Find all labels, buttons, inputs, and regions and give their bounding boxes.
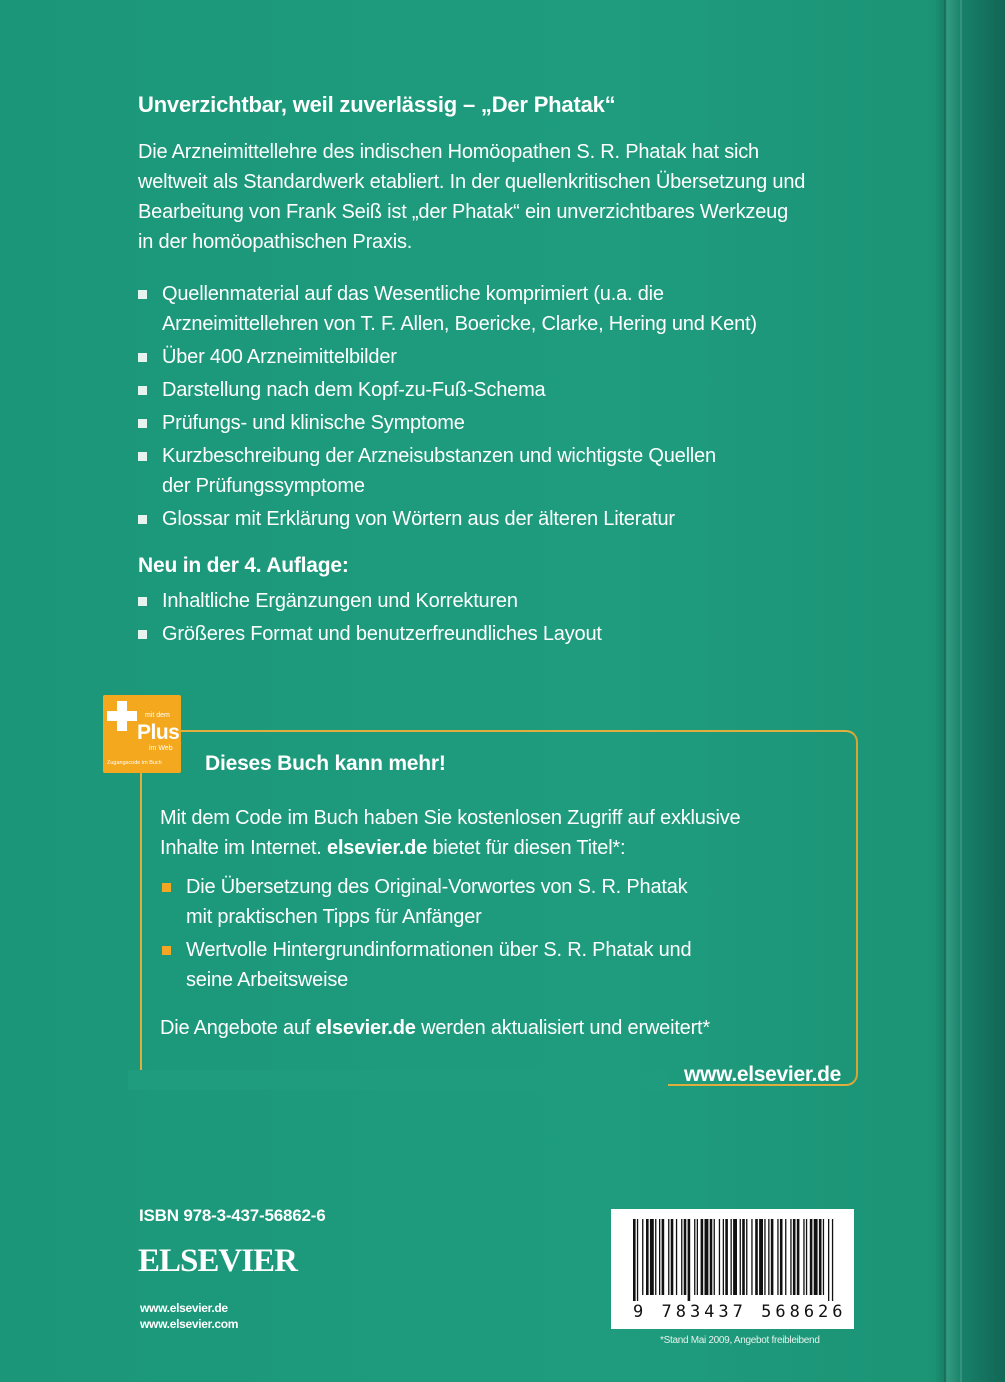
bullet-square-icon xyxy=(138,630,147,639)
barcode-bar xyxy=(668,1219,669,1295)
bullet-square-icon xyxy=(162,883,171,892)
barcode-bar xyxy=(742,1219,745,1295)
list-item: Darstellung nach dem Kopf-zu-Fuß-Schema xyxy=(136,375,916,405)
barcode-bar xyxy=(785,1219,786,1295)
list-item: Wertvolle Hintergrundinformationen über S. R. Phatak und seine Arbeitsweise xyxy=(160,935,840,995)
plus-box-footer: Die Angebote auf elsevier.de werden aktualisiert und erweitert* xyxy=(160,1017,710,1039)
footnote: *Stand Mai 2009, Angebot freibleibend xyxy=(660,1335,820,1346)
barcode-bar xyxy=(719,1219,720,1295)
bullet-square-icon xyxy=(138,290,147,299)
list-item: Größeres Format und benutzerfreundliches Layout xyxy=(136,619,916,649)
barcode-bar xyxy=(819,1219,822,1295)
isbn-text: ISBN 978-3-437-56862-6 xyxy=(139,1206,326,1225)
publisher-urls xyxy=(140,1300,238,1332)
publisher-logo: ELSEVIER xyxy=(138,1243,297,1279)
barcode-bar xyxy=(733,1219,737,1295)
barcode xyxy=(611,1209,854,1329)
barcode-bars xyxy=(611,1209,854,1304)
intro-line: Bearbeitung von Frank Seiß ist „der Phatak“ ein unverzichtbares Werkzeug xyxy=(138,201,788,223)
barcode-bar xyxy=(662,1219,665,1295)
list-item: Prüfungs- und klinische Symptome xyxy=(136,408,916,438)
barcode-bar xyxy=(814,1219,818,1295)
barcode-bar xyxy=(755,1219,758,1295)
barcode-bar xyxy=(725,1219,728,1295)
barcode-bar xyxy=(650,1219,654,1295)
barcode-bar xyxy=(793,1219,796,1295)
barcode-bar xyxy=(731,1219,732,1295)
feature-list xyxy=(136,279,916,537)
intro-paragraph xyxy=(138,137,898,257)
barcode-bar xyxy=(655,1219,656,1295)
barcode-bar xyxy=(697,1219,698,1295)
barcode-bar xyxy=(705,1219,709,1295)
list-item: Inhaltliche Ergänzungen und Korrekturen xyxy=(136,586,916,616)
barcode-bar xyxy=(646,1219,649,1295)
bullet-square-icon xyxy=(138,597,147,606)
new-edition-list xyxy=(136,586,916,652)
barcode-bar xyxy=(714,1219,715,1295)
list-item: Über 400 Arzneimittelbilder xyxy=(136,342,916,372)
bullet-square-icon xyxy=(138,353,147,362)
barcode-bar xyxy=(642,1219,643,1295)
list-item: Glossar mit Erklärung von Wörtern aus der älteren Literatur xyxy=(136,504,916,534)
barcode-bar xyxy=(823,1219,824,1295)
main-heading: Unverzichtbar, weil zuverlässig – „Der Phatak“ xyxy=(138,92,616,117)
frame-gap xyxy=(128,1070,668,1090)
spine-fold-line xyxy=(944,0,946,1382)
barcode-bar xyxy=(701,1219,704,1295)
barcode-bar xyxy=(771,1219,774,1295)
barcode-bar xyxy=(637,1219,638,1301)
barcode-bar xyxy=(764,1219,765,1295)
intro-line: in der homöopathischen Praxis. xyxy=(138,231,413,253)
plus-box-heading: Dieses Buch kann mehr! xyxy=(205,752,446,775)
bullet-square-icon xyxy=(162,946,171,955)
barcode-bar xyxy=(780,1219,783,1295)
barcode-bar xyxy=(806,1219,807,1295)
barcode-bar xyxy=(746,1219,747,1295)
barcode-bar xyxy=(688,1219,691,1301)
publisher-url-de[interactable]: www.elsevier.de xyxy=(140,1301,228,1315)
barcode-bar xyxy=(659,1219,660,1295)
barcode-bar xyxy=(723,1219,724,1295)
barcode-bar xyxy=(790,1219,791,1295)
spine-highlight-line xyxy=(960,0,962,1382)
barcode-bar xyxy=(810,1219,813,1295)
publisher-url-com[interactable]: www.elsevier.com xyxy=(140,1317,239,1331)
barcode-digits: 9 783437 568626 xyxy=(633,1302,847,1322)
list-item: Kurzbeschreibung der Arzneisubstanzen und wichtigste Quellen der Prüfungssymptome xyxy=(136,441,916,501)
barcode-bar xyxy=(768,1219,769,1295)
barcode-bar xyxy=(777,1219,778,1295)
barcode-bar xyxy=(710,1219,713,1295)
bullet-square-icon xyxy=(138,515,147,524)
barcode-bar xyxy=(797,1219,800,1295)
barcode-bar xyxy=(803,1219,804,1295)
intro-line: weltweit als Standardwerk etabliert. In der quellenkritischen Übersetzung und xyxy=(138,171,806,193)
bullet-square-icon xyxy=(138,386,147,395)
barcode-bar xyxy=(828,1219,829,1301)
barcode-bar xyxy=(740,1219,741,1295)
intro-line: Die Arzneimittellehre des indischen Homöopathen S. R. Phatak hat sich xyxy=(138,141,759,163)
list-item: Quellenmaterial auf das Wesentliche komprimiert (u.a. die Arzneimittellehren von T. F. Allen, Boericke, Clarke, Hering und Kent) xyxy=(136,279,916,339)
plus-box-intro: Mit dem Code im Buch haben Sie kostenlosen Zugriff auf exklusive Inhalte im Internet. elsevier.de bietet für diesen Titel*: xyxy=(160,807,741,859)
elsevier-link-text: elsevier.de xyxy=(327,837,428,859)
list-item: Die Übersetzung des Original-Vorwortes von S. R. Phatak mit praktischen Tipps für Anfänger xyxy=(160,872,840,932)
bullet-square-icon xyxy=(138,419,147,428)
barcode-bar xyxy=(671,1219,674,1295)
barcode-bar xyxy=(633,1219,636,1301)
barcode-bar xyxy=(676,1219,677,1295)
website-link[interactable]: www.elsevier.de xyxy=(684,1063,841,1086)
new-edition-heading: Neu in der 4. Auflage: xyxy=(138,554,349,577)
barcode-bar xyxy=(681,1219,682,1295)
barcode-bar xyxy=(684,1219,687,1295)
barcode-bar xyxy=(832,1219,833,1301)
barcode-bar xyxy=(751,1219,752,1295)
barcode-bar xyxy=(694,1219,695,1295)
plus-box-list xyxy=(160,872,840,998)
plus-im-web-logo: mit dem Plus im Web Zugangscode im Buch xyxy=(103,695,181,773)
barcode-bar xyxy=(759,1219,763,1295)
bullet-square-icon xyxy=(138,452,147,461)
